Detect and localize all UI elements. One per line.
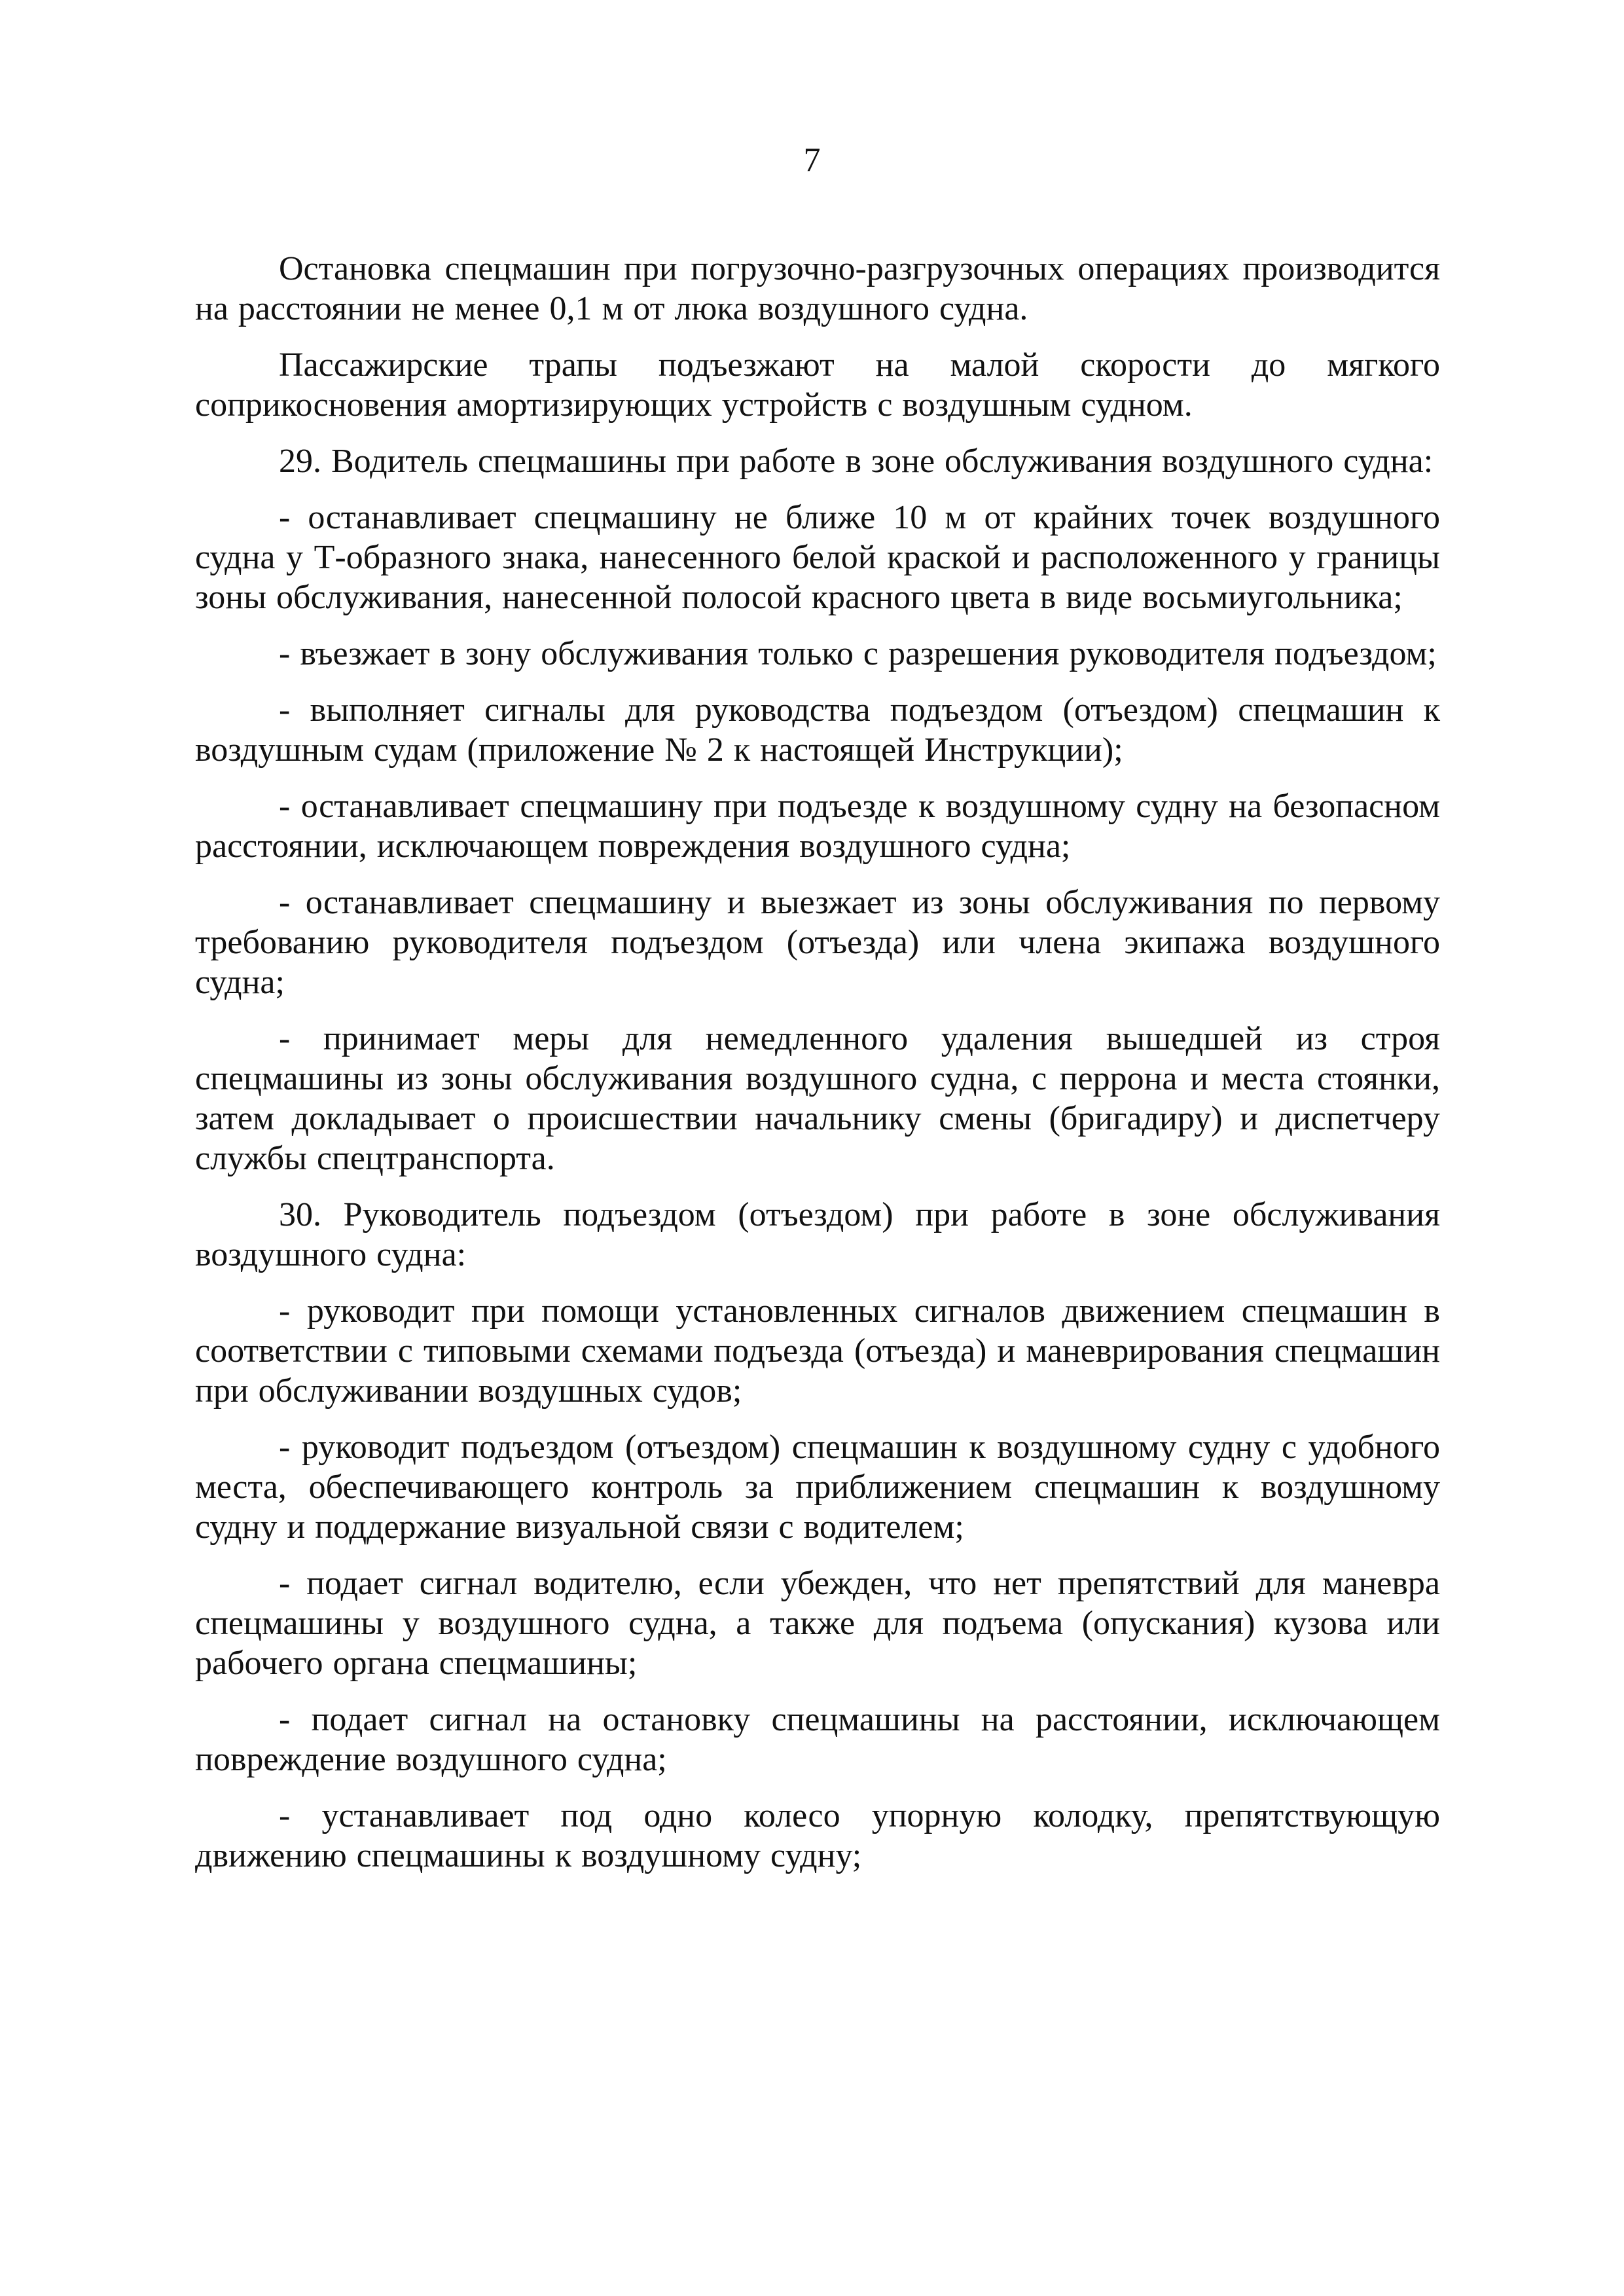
list-item-guide-signals: - руководит при помощи установленных сигналов движением спецмашин в соответствии с типовыми схемами подъезда (отъезда) и маневрирования спецмашин при обслуживании воздушных судов;	[195, 1292, 1440, 1410]
list-item-guide-stop-signal: - подает сигнал на остановку спецмашины на расстоянии, исключающем повреждение воздушного судна;	[195, 1701, 1440, 1778]
paragraph-item-30-heading: 30. Руководитель подъездом (отъездом) при работе в зоне обслуживания воздушного судна:	[195, 1196, 1440, 1273]
page-number: 7	[803, 141, 821, 179]
paragraph-item-29-heading: 29. Водитель спецмашины при работе в зоне обслуживания воздушного судна:	[279, 443, 1434, 480]
list-item-driver-stop-distance: - останавливает спецмашину не ближе 10 м от крайних точек воздушного судна у Т-образного знака, нанесенного белой краской и расположенного у границы зоны обслуживания, нанесенной полосой красного цвета в виде восьмиугольника;	[195, 499, 1440, 616]
list-item-guide-position: - руководит подъездом (отъездом) спецмашин к воздушному судну с удобного места, обеспечивающего контроль за приближением спецмашин к воздушному судну и поддержание визуальной связи с водителем;	[195, 1429, 1440, 1546]
list-item-driver-signals: - выполняет сигналы для руководства подъездом (отъездом) спецмашин к воздушным судам (приложение № 2 к настоящей Инструкции);	[195, 691, 1440, 769]
document-body	[195, 249, 1440, 1892]
list-item-driver-safe-distance: - останавливает спецмашину при подъезде к воздушному судну на безопасном расстоянии, исключающем повреждения воздушного судна;	[195, 788, 1440, 865]
list-item-guide-maneuver-signal: - подает сигнал водителю, если убежден, что нет препятствий для маневра спецмашины у воздушного судна, а также для подъема (опускания) кузова или рабочего органа спецмашины;	[195, 1565, 1440, 1682]
list-item-driver-breakdown: - принимает меры для немедленного удаления вышедшей из строя спецмашины из зоны обслуживания воздушного судна, с перрона и места стоянки, затем докладывает о происшествии начальнику смены (бригадиру) и диспетчеру службы спецтранспорта.	[195, 1020, 1440, 1177]
list-item-guide-wheel-chock: - устанавливает под одно колесо упорную колодку, препятствующую движению спецмашины к воздушному судну;	[195, 1797, 1440, 1874]
list-item-driver-exit-on-demand: - останавливает спецмашину и выезжает из зоны обслуживания по первому требованию руководителя подъездом (отъезда) или члена экипажа воздушного судна;	[195, 884, 1440, 1001]
paragraph-passenger-stairs: Пассажирские трапы подъезжают на малой скорости до мягкого соприкосновения амортизирующих устройств с воздушным судном.	[195, 346, 1440, 424]
paragraph-loading-stop: Остановка спецмашин при погрузочно-разгрузочных операциях производится на расстоянии не менее 0,1 м от люка воздушного судна.	[195, 250, 1440, 327]
list-item-driver-entry-permission: - въезжает в зону обслуживания только с разрешения руководителя подъездом;	[279, 635, 1437, 672]
